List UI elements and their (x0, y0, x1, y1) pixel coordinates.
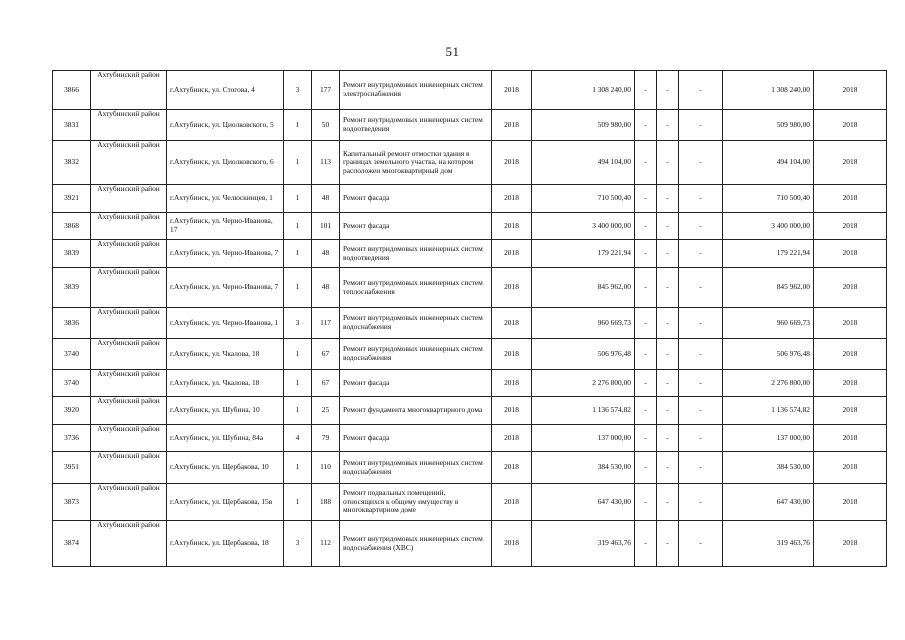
cell-dash-2: - (657, 339, 679, 370)
cell-year: 2018 (492, 397, 532, 425)
cell-total: 384 530,00 (723, 452, 814, 484)
cell-address: г.Ахтубинск, ул. Чкалова, 18 (167, 339, 284, 370)
cell-cost: 3 400 000,00 (532, 213, 635, 240)
cell-district: Ахтубинский район (91, 452, 167, 484)
cell-address: г.Ахтубинск, ул. Шубина, 10 (167, 397, 284, 425)
cell-completion-year: 2018 (814, 425, 887, 452)
cell-cost: 179 221,94 (532, 240, 635, 268)
table-row (53, 339, 887, 370)
cell-year: 2018 (492, 452, 532, 484)
cell-year: 2018 (492, 484, 532, 521)
cell-dash-1: - (635, 308, 657, 339)
cell-district: Ахтубинский район (91, 185, 167, 213)
table-row (53, 213, 887, 240)
cell-dash-2: - (657, 71, 679, 110)
table-row (53, 240, 887, 268)
cell-floors: 1 (284, 452, 312, 484)
cell-completion-year: 2018 (814, 110, 887, 141)
cell-dash-2: - (657, 268, 679, 308)
cell-apartments: 48 (312, 240, 340, 268)
cell-cost: 384 530,00 (532, 452, 635, 484)
cell-dash-3: - (679, 308, 723, 339)
cell-district: Ахтубинский район (91, 370, 167, 397)
cell-dash-2: - (657, 397, 679, 425)
cell-id: 3831 (53, 110, 91, 141)
cell-dash-3: - (679, 213, 723, 240)
cell-id: 3920 (53, 397, 91, 425)
cell-work-type: Ремонт внутридомовых инженерных систем теплоснабжения (340, 268, 492, 308)
cell-work-type: Ремонт фасада (340, 370, 492, 397)
cell-year: 2018 (492, 71, 532, 110)
cell-year: 2018 (492, 370, 532, 397)
cell-floors: 3 (284, 521, 312, 567)
cell-floors: 1 (284, 484, 312, 521)
cell-floors: 1 (284, 110, 312, 141)
cell-district: Ахтубинский район (91, 71, 167, 110)
cell-total: 1 136 574,82 (723, 397, 814, 425)
cell-total: 1 308 240,00 (723, 71, 814, 110)
cell-completion-year: 2018 (814, 71, 887, 110)
table-row (53, 521, 887, 567)
cell-address: г.Ахтубинск, ул. Черно-Иванова, 1 (167, 308, 284, 339)
cell-dash-3: - (679, 425, 723, 452)
cell-id: 3832 (53, 141, 91, 185)
cell-dash-2: - (657, 370, 679, 397)
cell-work-type: Ремонт фасада (340, 185, 492, 213)
cell-apartments: 67 (312, 370, 340, 397)
cell-id: 3736 (53, 425, 91, 452)
cell-year: 2018 (492, 141, 532, 185)
cell-district: Ахтубинский район (91, 397, 167, 425)
cell-year: 2018 (492, 213, 532, 240)
cell-id: 3740 (53, 370, 91, 397)
cell-completion-year: 2018 (814, 308, 887, 339)
cell-dash-2: - (657, 213, 679, 240)
cell-apartments: 25 (312, 397, 340, 425)
cell-dash-3: - (679, 268, 723, 308)
cell-work-type: Капитальный ремонт отмостки здания в границах земельного участка, на котором расположен многоквартирный дом (340, 141, 492, 185)
cell-total: 179 221,94 (723, 240, 814, 268)
cell-dash-2: - (657, 484, 679, 521)
cell-cost: 647 430,00 (532, 484, 635, 521)
cell-total: 509 980,00 (723, 110, 814, 141)
cell-district: Ахтубинский район (91, 484, 167, 521)
cell-dash-3: - (679, 141, 723, 185)
cell-district: Ахтубинский район (91, 110, 167, 141)
cell-total: 494 104,00 (723, 141, 814, 185)
cell-id: 3836 (53, 308, 91, 339)
cell-dash-2: - (657, 141, 679, 185)
cell-dash-1: - (635, 71, 657, 110)
cell-district: Ахтубинский район (91, 521, 167, 567)
table-row (53, 397, 887, 425)
cell-work-type: Ремонт внутридомовых инженерных систем водоснабжения (340, 339, 492, 370)
table-row (53, 425, 887, 452)
cell-address: г.Ахтубинск, ул. Стогова, 4 (167, 71, 284, 110)
cell-completion-year: 2018 (814, 213, 887, 240)
cell-address: г.Ахтубинск, ул. Черно-Иванова, 7 (167, 240, 284, 268)
cell-cost: 1 136 574,82 (532, 397, 635, 425)
cell-dash-1: - (635, 397, 657, 425)
cell-cost: 319 463,76 (532, 521, 635, 567)
cell-work-type: Ремонт фасада (340, 425, 492, 452)
table-row (53, 268, 887, 308)
cell-work-type: Ремонт внутридомовых инженерных систем водоснабжения (ХВС) (340, 521, 492, 567)
table-row (53, 185, 887, 213)
cell-apartments: 110 (312, 452, 340, 484)
cell-id: 3868 (53, 213, 91, 240)
cell-apartments: 79 (312, 425, 340, 452)
cell-floors: 1 (284, 268, 312, 308)
cell-cost: 494 104,00 (532, 141, 635, 185)
table-row (53, 71, 887, 110)
cell-work-type: Ремонт внутридомовых инженерных систем электроснабжения (340, 71, 492, 110)
cell-work-type: Ремонт внутридомовых инженерных систем водоснабжения (340, 452, 492, 484)
cell-work-type: Ремонт внутридомовых инженерных систем водоотведения (340, 110, 492, 141)
cell-total: 960 669,73 (723, 308, 814, 339)
cell-completion-year: 2018 (814, 268, 887, 308)
cell-completion-year: 2018 (814, 185, 887, 213)
cell-apartments: 101 (312, 213, 340, 240)
cell-dash-2: - (657, 185, 679, 213)
cell-district: Ахтубинский район (91, 425, 167, 452)
cell-address: г.Ахтубинск, ул. Черно-Иванова, 17 (167, 213, 284, 240)
cell-floors: 3 (284, 308, 312, 339)
cell-dash-1: - (635, 521, 657, 567)
cell-apartments: 177 (312, 71, 340, 110)
cell-year: 2018 (492, 308, 532, 339)
cell-completion-year: 2018 (814, 452, 887, 484)
cell-district: Ахтубинский район (91, 268, 167, 308)
cell-year: 2018 (492, 268, 532, 308)
cell-completion-year: 2018 (814, 521, 887, 567)
cell-year: 2018 (492, 339, 532, 370)
cell-district: Ахтубинский район (91, 308, 167, 339)
cell-dash-1: - (635, 425, 657, 452)
cell-cost: 2 276 800,00 (532, 370, 635, 397)
cell-year: 2018 (492, 110, 532, 141)
cell-id: 3874 (53, 521, 91, 567)
table-row (53, 308, 887, 339)
table-row (53, 110, 887, 141)
cell-apartments: 67 (312, 339, 340, 370)
cell-cost: 845 962,00 (532, 268, 635, 308)
cell-dash-3: - (679, 185, 723, 213)
cell-dash-2: - (657, 240, 679, 268)
cell-district: Ахтубинский район (91, 240, 167, 268)
cell-apartments: 50 (312, 110, 340, 141)
cell-apartments: 113 (312, 141, 340, 185)
cell-completion-year: 2018 (814, 240, 887, 268)
cell-dash-1: - (635, 110, 657, 141)
cell-year: 2018 (492, 185, 532, 213)
cell-completion-year: 2018 (814, 484, 887, 521)
cell-dash-3: - (679, 110, 723, 141)
cell-cost: 506 976,48 (532, 339, 635, 370)
cell-dash-1: - (635, 141, 657, 185)
cell-floors: 3 (284, 71, 312, 110)
cell-year: 2018 (492, 425, 532, 452)
cell-address: г.Ахтубинск, ул. Щербакова, 15в (167, 484, 284, 521)
cell-total: 2 276 800,00 (723, 370, 814, 397)
cell-address: г.Ахтубинск, ул. Щербакова, 10 (167, 452, 284, 484)
cell-dash-1: - (635, 452, 657, 484)
cell-total: 710 500,40 (723, 185, 814, 213)
cell-floors: 1 (284, 397, 312, 425)
cell-district: Ахтубинский район (91, 213, 167, 240)
cell-completion-year: 2018 (814, 370, 887, 397)
cell-total: 137 000,00 (723, 425, 814, 452)
cell-apartments: 48 (312, 268, 340, 308)
cell-total: 506 976,48 (723, 339, 814, 370)
cell-work-type: Ремонт подвальных помещений, относящихся к общему имуществу в многоквартирном доме (340, 484, 492, 521)
cell-dash-1: - (635, 370, 657, 397)
cell-dash-1: - (635, 185, 657, 213)
cell-district: Ахтубинский район (91, 141, 167, 185)
table-row (53, 141, 887, 185)
cell-address: г.Ахтубинск, ул. Щербакова, 18 (167, 521, 284, 567)
cell-address: г.Ахтубинск, ул. Черно-Иванова, 7 (167, 268, 284, 308)
cell-cost: 1 308 240,00 (532, 71, 635, 110)
cell-dash-2: - (657, 110, 679, 141)
cell-dash-1: - (635, 484, 657, 521)
cell-address: г.Ахтубинск, ул. Циолковского, 6 (167, 141, 284, 185)
cell-work-type: Ремонт внутридомовых инженерных систем водоснабжения (340, 308, 492, 339)
cell-address: г.Ахтубинск, ул. Циолковского, 5 (167, 110, 284, 141)
cell-id: 3921 (53, 185, 91, 213)
cell-dash-2: - (657, 452, 679, 484)
cell-cost: 137 000,00 (532, 425, 635, 452)
cell-floors: 1 (284, 213, 312, 240)
cell-cost: 710 500,40 (532, 185, 635, 213)
cell-id: 3951 (53, 452, 91, 484)
cell-completion-year: 2018 (814, 397, 887, 425)
cell-completion-year: 2018 (814, 141, 887, 185)
cell-dash-3: - (679, 521, 723, 567)
cell-dash-1: - (635, 339, 657, 370)
cell-total: 845 962,00 (723, 268, 814, 308)
cell-dash-2: - (657, 521, 679, 567)
cell-dash-3: - (679, 397, 723, 425)
cell-cost: 960 669,73 (532, 308, 635, 339)
cell-id: 3740 (53, 339, 91, 370)
cell-id: 3839 (53, 240, 91, 268)
cell-year: 2018 (492, 521, 532, 567)
cell-dash-1: - (635, 213, 657, 240)
cell-completion-year: 2018 (814, 339, 887, 370)
cell-dash-2: - (657, 425, 679, 452)
table-row (53, 484, 887, 521)
cell-floors: 4 (284, 425, 312, 452)
cell-work-type: Ремонт фасада (340, 213, 492, 240)
cell-apartments: 112 (312, 521, 340, 567)
cell-apartments: 48 (312, 185, 340, 213)
register-table (52, 70, 887, 567)
cell-dash-3: - (679, 339, 723, 370)
cell-dash-3: - (679, 71, 723, 110)
cell-id: 3873 (53, 484, 91, 521)
page-number: 51 (445, 44, 460, 59)
cell-total: 3 400 000,00 (723, 213, 814, 240)
cell-district: Ахтубинский район (91, 339, 167, 370)
cell-floors: 1 (284, 141, 312, 185)
cell-floors: 1 (284, 339, 312, 370)
cell-dash-3: - (679, 240, 723, 268)
cell-total: 319 463,76 (723, 521, 814, 567)
cell-year: 2018 (492, 240, 532, 268)
cell-dash-3: - (679, 452, 723, 484)
table-row (53, 452, 887, 484)
cell-address: г.Ахтубинск, ул. Челюскинцев, 1 (167, 185, 284, 213)
cell-total: 647 430,00 (723, 484, 814, 521)
cell-cost: 509 980,00 (532, 110, 635, 141)
cell-work-type: Ремонт фундамента многоквартирного дома (340, 397, 492, 425)
cell-work-type: Ремонт внутридомовых инженерных систем водоотведения (340, 240, 492, 268)
cell-floors: 1 (284, 240, 312, 268)
cell-apartments: 188 (312, 484, 340, 521)
cell-floors: 1 (284, 370, 312, 397)
table-row (53, 370, 887, 397)
cell-id: 3839 (53, 268, 91, 308)
cell-floors: 1 (284, 185, 312, 213)
cell-apartments: 117 (312, 308, 340, 339)
cell-address: г.Ахтубинск, ул. Шубина, 84а (167, 425, 284, 452)
cell-address: г.Ахтубинск, ул. Чкалова, 18 (167, 370, 284, 397)
cell-dash-1: - (635, 240, 657, 268)
cell-dash-3: - (679, 370, 723, 397)
cell-id: 3866 (53, 71, 91, 110)
cell-dash-3: - (679, 484, 723, 521)
cell-dash-1: - (635, 268, 657, 308)
cell-dash-2: - (657, 308, 679, 339)
